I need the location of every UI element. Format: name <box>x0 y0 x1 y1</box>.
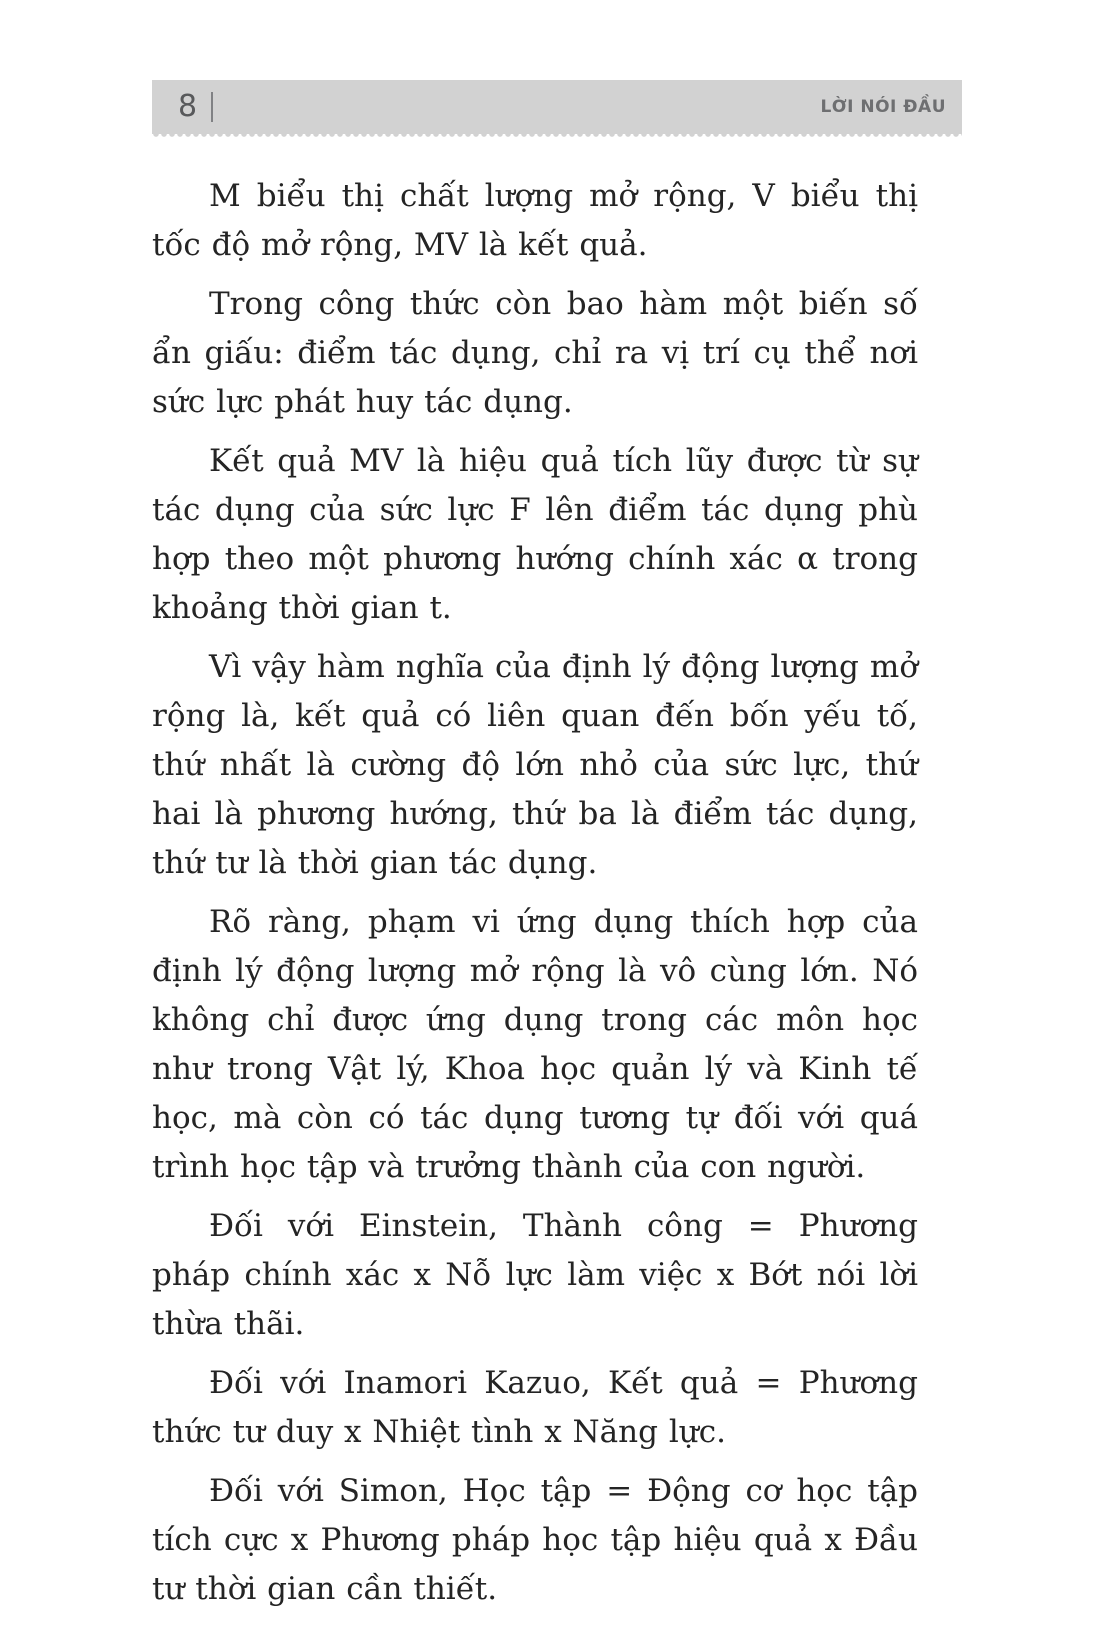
paragraph-2: Trong công thức còn bao hàm một biến số ẩn giấu: điểm tác dụng, chỉ ra vị trí cụ thể nơi sức lực phát huy tác dụng. <box>152 286 918 420</box>
page-number-divider <box>211 92 213 122</box>
page-header-band <box>152 80 962 134</box>
paragraph-1: M biểu thị chất lượng mở rộng, V biểu thị tốc độ mở rộng, MV là kết quả. <box>152 178 918 263</box>
paragraph-7: Đối với Inamori Kazuo, Kết quả = Phương thức tư duy x Nhiệt tình x Năng lực. <box>152 1365 918 1450</box>
page-number-group <box>178 89 213 124</box>
paragraph-6: Đối với Einstein, Thành công = Phương pháp chính xác x Nỗ lực làm việc x Bớt nói lời thừa thãi. <box>152 1208 918 1342</box>
paragraph-4: Vì vậy hàm nghĩa của định lý động lượng mở rộng là, kết quả có liên quan đến bốn yếu tố, thứ nhất là cường độ lớn nhỏ của sức lực, thứ hai là phương hướng, thứ ba là điểm tác dụng, thứ tư là thời gian tác dụng. <box>152 649 918 881</box>
running-header-title: LỜI NÓI ĐẦU <box>820 97 946 117</box>
paragraph-8: Đối với Simon, Học tập = Động cơ học tập tích cực x Phương pháp học tập hiệu quả x Đầu tư thời gian cần thiết. <box>152 1473 918 1607</box>
paragraph-5: Rõ ràng, phạm vi ứng dụng thích hợp của định lý động lượng mở rộng là vô cùng lớn. Nó không chỉ được ứng dụng trong các môn học như trong Vật lý, Khoa học quản lý và Kinh tế học, mà còn có tác dụng tương tự đối với quá trình học tập và trưởng thành của con người. <box>152 904 918 1185</box>
paragraph-3: Kết quả MV là hiệu quả tích lũy được từ sự tác dụng của sức lực F lên điểm tác dụng phù hợp theo một phương hướng chính xác α trong khoảng thời gian t. <box>152 443 918 626</box>
page-number: 8 <box>178 89 198 124</box>
body-text <box>152 172 918 1624</box>
